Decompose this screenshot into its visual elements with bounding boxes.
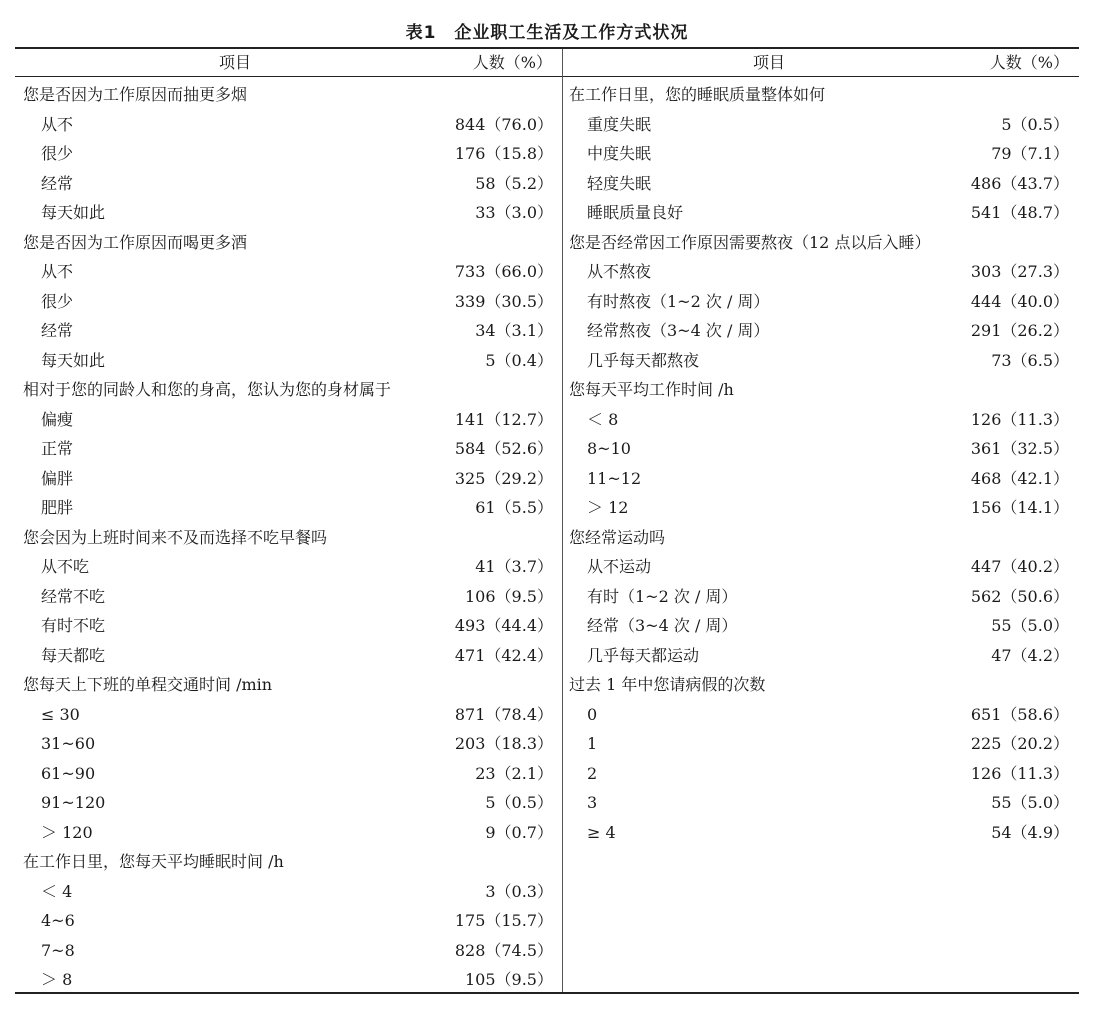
- table-row: [569, 759, 1069, 789]
- row-label: 2: [587, 763, 598, 783]
- group-heading-row: [569, 523, 1069, 553]
- row-label: ≥ 4: [587, 822, 616, 842]
- row-label: ＜ 8: [587, 409, 619, 429]
- row-value: 34（3.1）: [475, 321, 553, 341]
- table-header-right: [563, 50, 1079, 76]
- row-value: 203（18.3）: [454, 734, 553, 754]
- row-label: 偏瘦: [41, 409, 74, 429]
- row-value: 61（5.5）: [475, 498, 553, 518]
- row-value: 47（4.2）: [991, 645, 1069, 665]
- table-row: [569, 198, 1069, 228]
- row-value: 58（5.2）: [475, 173, 553, 193]
- row-value: 5（0.5）: [485, 793, 553, 813]
- row-label: 31~60: [41, 734, 96, 754]
- group-heading: 在工作日里，您的睡眠质量整体如何: [569, 85, 826, 104]
- table-row: [23, 464, 553, 494]
- row-label: 从不运动: [587, 557, 652, 577]
- table-row: [23, 582, 553, 612]
- row-label: 有时不吃: [41, 616, 106, 636]
- row-value: 5（0.4）: [485, 350, 553, 370]
- row-label: 经常不吃: [41, 586, 106, 606]
- row-value: 73（6.5）: [991, 350, 1069, 370]
- row-value: 3（0.3）: [485, 881, 553, 901]
- row-label: 很少: [41, 144, 74, 164]
- table-row: [23, 729, 553, 759]
- group-heading: 您是否经常因工作原因需要熬夜（12 点以后入睡）: [569, 232, 931, 252]
- table-row: [23, 139, 553, 169]
- group-heading: 您是否因为工作原因而抽更多烟: [23, 85, 248, 104]
- group-heading: 您经常运动吗: [569, 527, 666, 547]
- row-label: 91~120: [41, 793, 106, 813]
- table-row: [569, 434, 1069, 464]
- table-title: [0, 18, 1094, 43]
- row-value: 225（20.2）: [970, 734, 1069, 754]
- row-value: 5（0.5）: [1001, 114, 1069, 134]
- table-row: [569, 169, 1069, 199]
- row-value: 447（40.2）: [970, 557, 1069, 577]
- row-label: 很少: [41, 291, 74, 311]
- table-row: [23, 759, 553, 789]
- row-value: 844（76.0）: [454, 114, 553, 134]
- group-heading: 您每天平均工作时间 /h: [569, 380, 734, 400]
- row-value: 828（74.5）: [454, 940, 553, 960]
- table-row: [569, 552, 1069, 582]
- row-label: 肥胖: [41, 498, 74, 518]
- group-heading: 过去 1 年中您请病假的次数: [569, 675, 766, 695]
- row-value: 126（11.3）: [970, 409, 1069, 429]
- table-column-right: [569, 80, 1069, 847]
- table-row: [23, 641, 553, 671]
- table-row: [569, 582, 1069, 612]
- row-value: 55（5.0）: [991, 793, 1069, 813]
- table-row: [569, 257, 1069, 287]
- group-heading: 您每天上下班的单程交通时间 /min: [23, 675, 273, 695]
- group-heading: 在工作日里，您每天平均睡眠时间 /h: [23, 852, 284, 872]
- group-heading-row: [23, 670, 553, 700]
- row-label: ＞ 120: [41, 822, 93, 842]
- row-value: 41（3.7）: [475, 557, 553, 577]
- row-value: 871（78.4）: [454, 704, 553, 724]
- table-caption: 企业职工生活及工作方式状况: [454, 23, 689, 43]
- row-value: 23（2.1）: [475, 763, 553, 783]
- table-row: [569, 493, 1069, 523]
- table-row: [569, 346, 1069, 376]
- group-heading: 您会因为上班时间来不及而选择不吃早餐吗: [23, 527, 328, 547]
- row-label: 每天都吃: [41, 645, 106, 665]
- table-row: [569, 139, 1069, 169]
- row-label: ＜ 4: [41, 881, 73, 901]
- row-label: 轻度失眠: [587, 173, 652, 193]
- row-value: 33（3.0）: [475, 203, 553, 223]
- row-label: 从不吃: [41, 557, 90, 577]
- row-value: 361（32.5）: [970, 439, 1069, 459]
- row-value: 444（40.0）: [970, 291, 1069, 311]
- row-value: 9（0.7）: [485, 822, 553, 842]
- group-heading-row: [569, 80, 1069, 110]
- group-heading-row: [23, 847, 553, 877]
- group-heading-row: [23, 228, 553, 258]
- row-value: 584（52.6）: [454, 439, 553, 459]
- table-row: [23, 316, 553, 346]
- group-heading: 相对于您的同龄人和您的身高，您认为您的身材属于: [23, 380, 392, 400]
- row-value: 339（30.5）: [454, 291, 553, 311]
- group-heading-row: [569, 228, 1069, 258]
- table-row: [569, 700, 1069, 730]
- table-row: [23, 700, 553, 730]
- table-row: [23, 169, 553, 199]
- row-label: 经常（3~4 次 / 周）: [587, 616, 738, 636]
- row-value: 126（11.3）: [970, 763, 1069, 783]
- table-row: [569, 464, 1069, 494]
- row-label: 几乎每天都熬夜: [587, 350, 700, 370]
- table-row: [23, 405, 553, 435]
- row-label: 有时（1~2 次 / 周）: [587, 586, 738, 606]
- table-row: [23, 818, 553, 848]
- row-label: 从不: [41, 262, 74, 282]
- row-value: 651（58.6）: [970, 704, 1069, 724]
- table-row: [23, 936, 553, 966]
- row-value: 325（29.2）: [454, 468, 553, 488]
- table-row: [569, 316, 1069, 346]
- table-row: [569, 611, 1069, 641]
- group-heading-row: [569, 375, 1069, 405]
- table-number: 表1: [405, 23, 437, 43]
- row-label: 经常: [41, 321, 74, 341]
- row-value: 486（43.7）: [970, 173, 1069, 193]
- row-label: 3: [587, 793, 598, 813]
- header-rule: [15, 76, 1079, 77]
- row-value: 733（66.0）: [454, 262, 553, 282]
- table-row: [569, 110, 1069, 140]
- row-label: 经常熬夜（3~4 次 / 周）: [587, 321, 770, 341]
- table-row: [23, 906, 553, 936]
- header-item-left: 项目: [218, 53, 251, 72]
- row-label: 偏胖: [41, 468, 74, 488]
- row-value: 175（15.7）: [454, 911, 553, 931]
- row-value: 471（42.4）: [454, 645, 553, 665]
- table-column-left: [23, 80, 553, 995]
- row-value: 141（12.7）: [454, 409, 553, 429]
- table-row: [23, 788, 553, 818]
- header-value-right: 人数（%）: [989, 53, 1069, 72]
- row-label: 4~6: [41, 911, 75, 931]
- row-value: 54（4.9）: [991, 822, 1069, 842]
- row-label: 0: [587, 704, 598, 724]
- table-row: [23, 611, 553, 641]
- column-divider: [562, 49, 563, 992]
- table-row: [569, 818, 1069, 848]
- row-label: 8~10: [587, 439, 631, 459]
- row-label: 有时熬夜（1~2 次 / 周）: [587, 291, 770, 311]
- row-label: ＞ 8: [41, 970, 73, 990]
- row-value: 541（48.7）: [970, 203, 1069, 223]
- group-heading: 您是否因为工作原因而喝更多酒: [23, 232, 248, 252]
- row-label: 中度失眠: [587, 144, 652, 164]
- table-row: [569, 405, 1069, 435]
- table-row: [23, 287, 553, 317]
- row-label: 正常: [41, 439, 74, 459]
- table-row: [23, 552, 553, 582]
- row-label: ＞ 12: [587, 498, 629, 518]
- table-row: [23, 346, 553, 376]
- table-row: [569, 641, 1069, 671]
- row-value: 106（9.5）: [465, 586, 553, 606]
- row-value: 156（14.1）: [970, 498, 1069, 518]
- header-item-right: 项目: [752, 53, 785, 72]
- row-label: 从不熬夜: [587, 262, 652, 282]
- table-row: [23, 493, 553, 523]
- row-label: ≤ 30: [41, 704, 80, 724]
- row-label: 几乎每天都运动: [587, 645, 700, 665]
- row-label: 每天如此: [41, 203, 106, 223]
- group-heading-row: [23, 523, 553, 553]
- table-row: [569, 729, 1069, 759]
- table-row: [23, 965, 553, 995]
- row-value: 291（26.2）: [970, 321, 1069, 341]
- row-label: 61~90: [41, 763, 96, 783]
- table-row: [23, 257, 553, 287]
- top-rule: [15, 47, 1079, 49]
- row-value: 562（50.6）: [970, 586, 1069, 606]
- row-value: 468（42.1）: [970, 468, 1069, 488]
- table-row: [23, 877, 553, 907]
- table-row: [23, 198, 553, 228]
- header-value-left: 人数（%）: [472, 53, 552, 72]
- group-heading-row: [569, 670, 1069, 700]
- group-heading-row: [23, 375, 553, 405]
- row-value: 493（44.4）: [454, 616, 553, 636]
- row-label: 1: [587, 734, 598, 754]
- row-value: 176（15.8）: [454, 144, 553, 164]
- table-row: [23, 434, 553, 464]
- group-heading-row: [23, 80, 553, 110]
- row-value: 79（7.1）: [991, 144, 1069, 164]
- row-label: 11~12: [587, 468, 642, 488]
- row-value: 303（27.3）: [970, 262, 1069, 282]
- row-value: 55（5.0）: [991, 616, 1069, 636]
- table-header-left: [15, 50, 562, 76]
- row-label: 从不: [41, 114, 74, 134]
- row-label: 经常: [41, 173, 74, 193]
- row-label: 睡眠质量良好: [587, 203, 684, 223]
- table-row: [569, 287, 1069, 317]
- row-value: 105（9.5）: [465, 970, 553, 990]
- row-label: 7~8: [41, 940, 75, 960]
- table-row: [569, 788, 1069, 818]
- row-label: 每天如此: [41, 350, 106, 370]
- row-label: 重度失眠: [587, 114, 652, 134]
- table-row: [23, 110, 553, 140]
